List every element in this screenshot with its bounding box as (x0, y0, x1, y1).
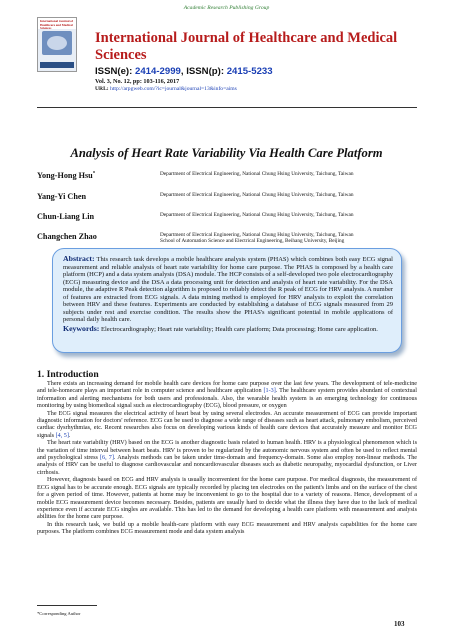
journal-cover-image (37, 17, 77, 72)
author-affiliation: Department of Electrical Engineering, National Chung Hsing University, Taichung, Taiwan (160, 192, 354, 198)
citation-link[interactable]: [4, 5] (55, 432, 69, 439)
cover-title: International Journal of Healthcare and Medical Sciences (40, 19, 73, 31)
page-number: 103 (394, 620, 405, 628)
author-name: Yang-Yi Chen (37, 192, 87, 201)
journal-url-link[interactable]: http://arpgweb.com/?ic=journal&journal=13&info=aims (110, 86, 237, 92)
section-heading: 1. Introduction (37, 369, 99, 380)
url-line: URL: http://arpgweb.com/?ic=journal&journal=13&info=aims (95, 86, 237, 92)
abstract-label: Abstract: (63, 254, 95, 263)
paragraph: However, diagnosis based on ECG and HRV analysis is usually inconvenient for the home care purpose. For medical diagnosis, the measurement of ECG signal has to be accurate enough. ECG signals are typically recorded by placing ten electrodes on the patient's limbs and on the surface of the chest for a given period of time. However, patients at home may be inconvenient to go to the hospital due to a variety of reasons. Hence, development of a mobile ECG measurement device becomes necessary. Besides, patients are usually hard to decide what the illness they have due to the lack of medical experience even if accurate ECG singles are available. This has led to the demand for developing a health care platform with measurement and analysis abilities for the home care purpose. (37, 477, 417, 521)
paragraph: The ECG signal measures the electrical activity of heart beat by using several electrodes. An accurate measurement of ECG can provide important diagnostic information for doctors' reference. ECG can be used to diagnose a wide range of diseases such as heart attack, pulmonary embolism, perceived cardiac dysrhythmias, etc. Recent researches also focus on developing various kinds of health care devices that accurately measure and monitor ECG signals [4, 5]. (37, 410, 417, 439)
author-affiliation: Department of Electrical Engineering, National Chung Hsing University, Taichung, Taiwan (160, 212, 354, 218)
header-divider (37, 107, 417, 108)
citation-link[interactable]: [6, 7] (100, 455, 114, 462)
author-affiliation: Department of Electrical Engineering, National Chung Hsing University, Taichung, Taiwan School of Automation Science and Electrical Engineering, Beihang University, Beijing (160, 232, 354, 245)
issn-p-link[interactable]: 2415-5233 (226, 66, 273, 77)
author-name: Changchen Zhao (37, 232, 97, 241)
footnote: *Corresponding Author (37, 611, 81, 616)
publisher-header: Academic Research Publishing Group (183, 5, 270, 11)
keywords-line: Keywords: Electrocardiography; Heart rate variability; Health care platform; Data processing; Home care application. (63, 323, 378, 333)
author-name: Yong-Hong Hsu* (37, 171, 96, 180)
paragraph: The heart rate variability (HRV) based on the ECG is another diagnostic basis related to human health. HRV is a physiological phenomenon which is the variation of time interval between heart beats. HRV is proven to be regularized by the autonomic nervous system and often be used to reflect mental and psychological stress [6, 7]. Analysis methods can be taken under time-domain and frequency-domain. Some also employ non-linear methods. The analysis of HRV can be useful to diagnose cardiovascular and noncardiovascular diseases such as diabetic neuropathy, myocardial dysfunction, or Liver cirrhosis. (37, 440, 417, 476)
issn-line: ISSN(e): 2414-2999, ISSN(p): 2415-5233 (95, 66, 273, 77)
issn-e-link[interactable]: 2414-2999 (134, 66, 181, 77)
abstract-text: This research task develops a mobile healthcare analysis system (PHAS) which combines both easy ECG signal measurement and reliable analysis of heart rate variability for home care purpose. The PHAS is composed by a health care platform (HCP) and a data system analysis (DSA) module. The HCP consists of a self-developed two pole electrocardiography (ECG) measuring device and the DSA a data processing unit for detection and analysis of heart rate variability. For the DSA module, the adaptive R Peak detection algorithm is proposed to reliably detect the R peak of ECG for HRV analysis. A number of features are extracted from ECG signals. A data mining method is employed for HRV analysis to exploit the correlation between HRV and these features. Experiments are conducted by establishing a database of ECG signals measured from 29 subjects under rest and exercise condition. The results show the PHAS's significant potential in mobile applications of personal daily health care. (63, 256, 393, 323)
paragraph: In this research task, we build up a mobile health-care platform with easy ECG measurement and HRV analysis capabilities for the home care purposes. The platform combines ECG measurement mode and data system analysis (37, 521, 417, 536)
footnote-divider (37, 605, 97, 606)
abstract-box (52, 248, 402, 353)
volume-info: Vol. 3, No. 12, pp: 103-116, 2017 (95, 78, 180, 85)
paragraph: There exists an increasing demand for mobile health care devices for home care purpose over the last few years. The development of tele-medicine and tele-homecare plays an important role in computer science and healthcare application [1-3]. The healthcare system provides abundant of contextual information and alerting mechanisms for both users and professionals. Also, the wearable health system is an emerging technology for continuous monitoring by using biomedical signal such as electrocardiography (ECG), blood pressure, or oxygen (37, 381, 417, 410)
paper-title: Analysis of Heart Rate Variability Via Health Care Platform (70, 146, 383, 160)
citation-link[interactable]: [1-3] (263, 388, 276, 395)
author-name: Chun-Liang Lin (37, 212, 95, 221)
introduction-body (37, 381, 417, 537)
author-affiliation: Department of Electrical Engineering, National Chung Hsing University, Taichung, Taiwan (160, 171, 354, 177)
journal-title: International Journal of Healthcare and Medical Sciences (95, 30, 398, 63)
